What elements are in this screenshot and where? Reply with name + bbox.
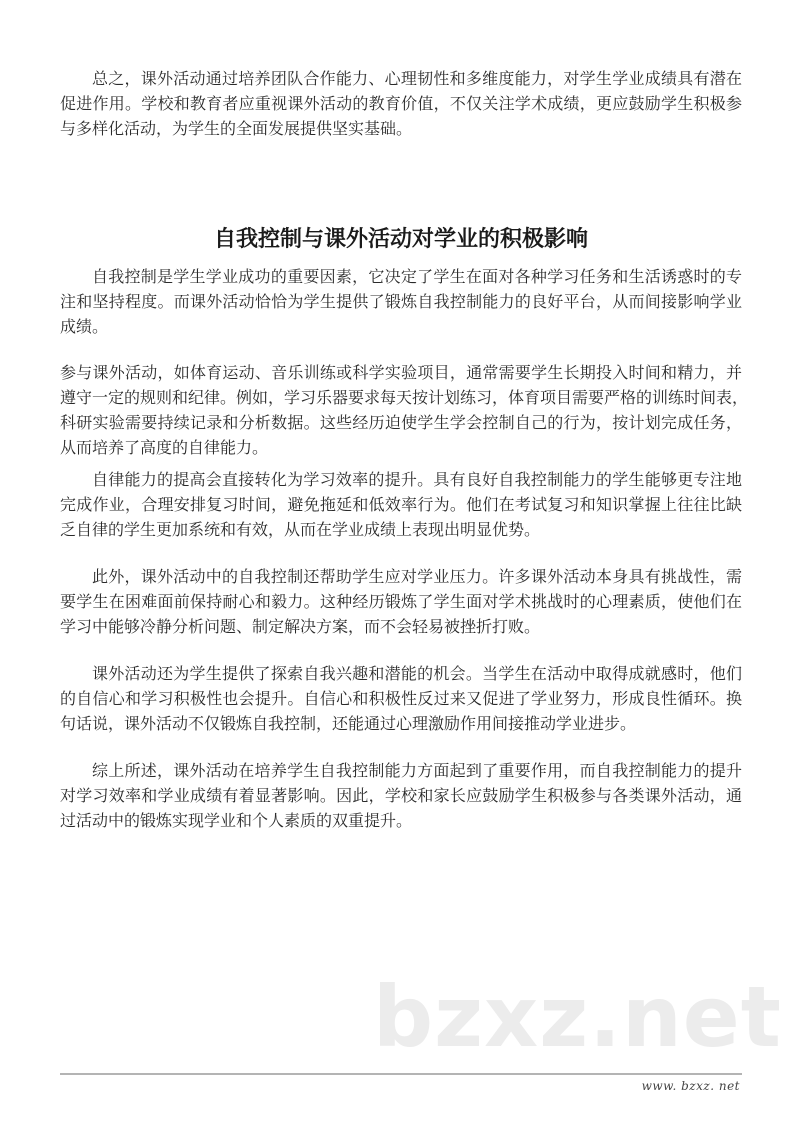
text-line: 完成作业，合理安排复习时间，避免拖延和低效率行为。他们在考试复习和知识掌握上往往比缺 (60, 495, 742, 514)
text-line: 乏自律的学生更加系统和有效，从而在学业成绩上表现出明显优势。 (60, 520, 541, 539)
text-line: 课外活动还为学生提供了探索自我兴趣和潜能的机会。当学生在活动中取得成就感时，他们 (92, 664, 742, 683)
watermark-logo: bzxz.net (373, 968, 782, 1066)
paragraph (60, 467, 742, 542)
text-line: 成绩。 (60, 317, 109, 336)
text-line: 学习中能够冷静分析问题、制定解决方案，而不会轻易被挫折打败。 (60, 617, 541, 636)
footer-divider (60, 1073, 742, 1075)
text-line: 此外，课外活动中的自我控制还帮助学生应对学业压力。许多课外活动本身具有挑战性，需 (92, 567, 742, 586)
text-line: 参与课外活动，如体育运动、音乐训练或科学实验项目，通常需要学生长期投入时间和精力，并 (60, 363, 742, 382)
text-line: 从而培养了高度的自律能力。 (60, 438, 269, 457)
paragraph (60, 758, 742, 833)
text-line: 与多样化活动，为学生的全面发展提供坚实基础。 (60, 119, 413, 138)
text-line: 注和坚持程度。而课外活动恰恰为学生提供了锻炼自我控制能力的良好平台，从而间接影响学业 (60, 292, 742, 311)
text-line: 综上所述，课外活动在培养学生自我控制能力方面起到了重要作用，而自我控制能力的提升 (92, 761, 742, 780)
footer-url: www. bzxz. net (641, 1079, 740, 1093)
section-heading: 自我控制与课外活动对学业的积极影响 (213, 227, 588, 252)
text-line: 过活动中的锻炼实现学业和个人素质的双重提升。 (60, 811, 413, 830)
text-line: 遵守一定的规则和纪律。例如，学习乐器要求每天按计划练习，体育项目需要严格的训练时间表， (60, 388, 749, 407)
text-line: 自我控制是学生学业成功的重要因素，它决定了学生在面对各种学习任务和生活诱惑时的专 (92, 267, 742, 286)
paragraph (60, 661, 742, 736)
text-line: 科研实验需要持续记录和分析数据。这些经历迫使学生学会控制自己的行为，按计划完成任务， (60, 413, 742, 432)
text-line: 自律能力的提高会直接转化为学习效率的提升。具有良好自我控制能力的学生能够更专注地 (92, 470, 742, 489)
paragraph (60, 264, 742, 339)
text-line: 促进作用。学校和教育者应重视课外活动的教育价值，不仅关注学术成绩，更应鼓励学生积极参 (60, 94, 742, 113)
text-line: 要学生在困难面前保持耐心和毅力。这种经历锻炼了学生面对学术挑战时的心理素质，使他们在 (60, 592, 742, 611)
text-line: 总之，课外活动通过培养团队合作能力、心理韧性和多维度能力，对学生学业成绩具有潜在 (92, 69, 742, 88)
paragraph-conclusion (60, 66, 742, 141)
paragraph (60, 360, 749, 460)
paragraph (60, 564, 742, 639)
text-line: 句话说，课外活动不仅锻炼自我控制，还能通过心理激励作用间接推动学业进步。 (60, 714, 637, 733)
text-line: 对学习效率和学业成绩有着显著影响。因此，学校和家长应鼓励学生积极参与各类课外活动，通 (60, 786, 742, 805)
text-line: 的自信心和学习积极性也会提升。自信心和积极性反过来又促进了学业努力，形成良性循环。换 (60, 689, 742, 708)
